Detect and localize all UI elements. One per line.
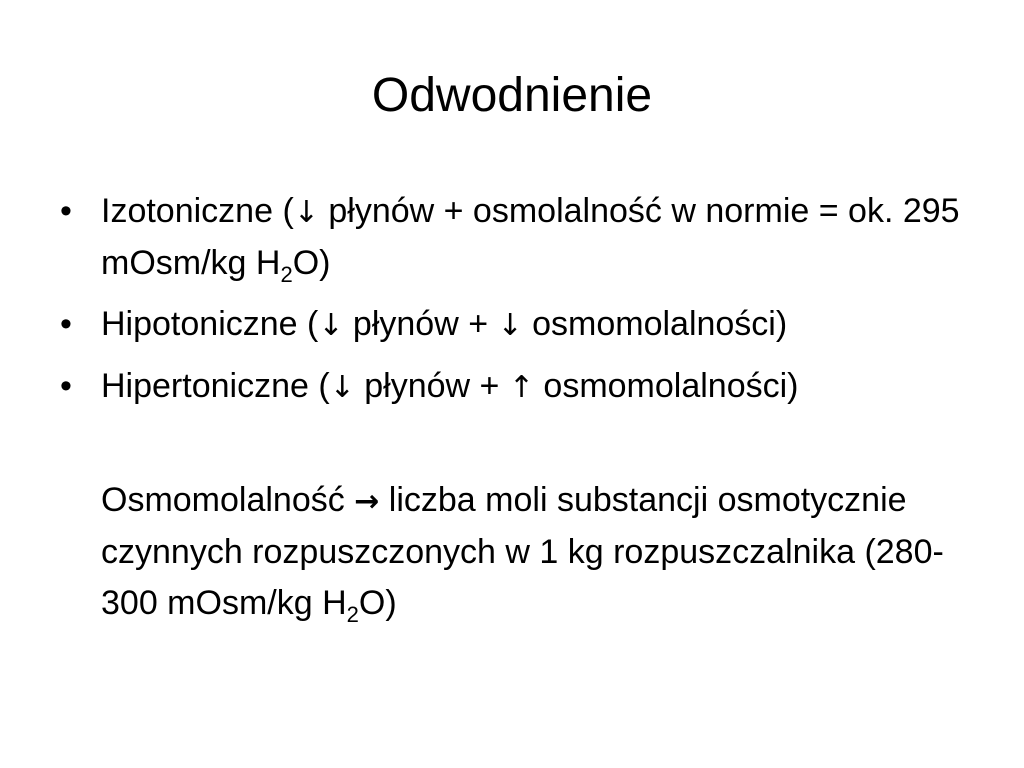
bullet-isotonic — [58, 186, 968, 289]
bullet-hypertonic-text-3: osmomolalności) — [533, 367, 799, 405]
slide-body — [58, 186, 968, 629]
down-arrow-icon: ↓ — [318, 308, 344, 343]
bullet-hypotonic — [58, 299, 968, 351]
subscript-2: 2 — [280, 261, 293, 287]
bullet-hypotonic-text-3: osmomolalności) — [522, 305, 788, 343]
slide-title: Odwodnienie — [371, 69, 653, 122]
bullet-hypotonic-text-2: płynów + — [343, 305, 498, 343]
bullet-isotonic-text-1: Izotoniczne ( — [101, 192, 294, 230]
bullet-isotonic-text-3: O) — [292, 244, 331, 282]
definition-text-1: liczba moli substancji osmotycznie czynnych rozpuszczonych w 1 kg rozpuszczalnika (280-300 mOsm/kg H — [101, 481, 944, 622]
right-arrow-icon: → — [354, 484, 380, 519]
bullet-hypotonic-text-1: Hipotoniczne ( — [101, 305, 319, 343]
bullet-hypertonic-text-2: płynów + — [354, 367, 509, 405]
up-arrow-icon: ↑ — [508, 370, 534, 405]
bullet-dot-icon: • — [60, 367, 72, 405]
bullet-dot-icon: • — [60, 305, 72, 343]
bullet-list — [58, 186, 968, 413]
down-arrow-icon: ↓ — [497, 308, 523, 343]
osmomolality-definition — [58, 475, 968, 629]
down-arrow-icon: ↓ — [293, 195, 319, 230]
bullet-dot-icon: • — [60, 192, 72, 230]
down-arrow-icon: ↓ — [329, 370, 355, 405]
bullet-hypertonic-text-1: Hipertoniczne ( — [101, 367, 330, 405]
bullet-isotonic-text-2: płynów + osmolalność w normie = ok. 295 mOsm/kg H — [101, 192, 960, 282]
subscript-2: 2 — [346, 601, 359, 627]
definition-term: Osmomolalność — [101, 481, 355, 519]
bullet-hypertonic — [58, 361, 968, 413]
definition-text-2: O) — [358, 584, 397, 622]
